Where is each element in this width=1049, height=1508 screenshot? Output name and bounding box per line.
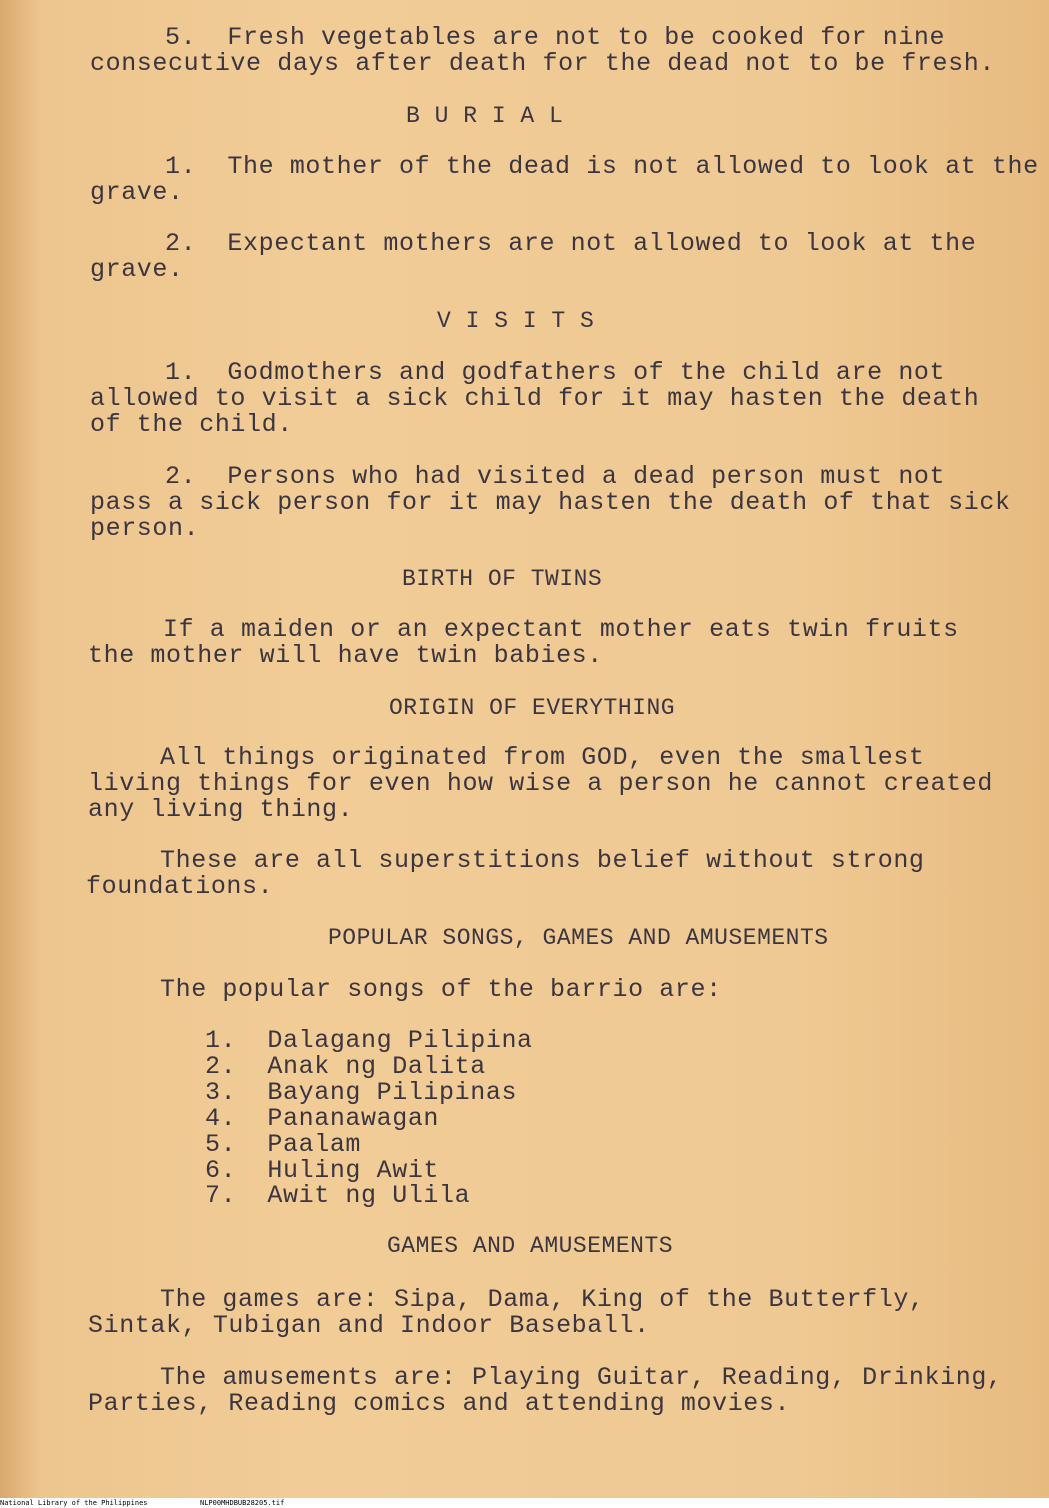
burial-item1-line1: 1. The mother of the dead is not allowed to look at the [165,152,1039,181]
burial-item2-line2: grave. [90,255,184,284]
songs-heading: POPULAR SONGS, GAMES AND AMUSEMENTS [328,925,829,951]
superstitions-line1: These are all superstitions belief without strong [160,846,925,875]
burial-item2-line1: 2. Expectant mothers are not allowed to look at the [165,229,977,258]
footer-library: National Library of the Philippines [0,1499,148,1507]
amusements-line2: Parties, Reading comics and attending movies. [88,1389,791,1418]
song-item: 7. Awit ng Ulila [205,1181,471,1210]
item5-line2: consecutive days after death for the dead not to be fresh. [90,49,995,78]
superstitions-line2: foundations. [86,872,274,901]
twins-heading: BIRTH OF TWINS [402,566,603,592]
song-item: 6. Huling Awit [205,1156,440,1185]
amusements-line1: The amusements are: Playing Guitar, Reading, Drinking, [160,1363,1003,1392]
burial-item1-line2: grave. [90,178,184,207]
visits-item2-line3: person. [90,514,200,543]
item5-line1: 5. Fresh vegetables are not to be cooked for nine [165,23,946,52]
visits-heading: V I S I T S [437,308,595,334]
song-item: 1. Dalagang Pilipina [205,1026,533,1055]
song-item: 5. Paalam [205,1130,362,1159]
scan-footer [0,1498,1049,1508]
origin-line3: any living thing. [88,795,354,824]
song-item: 2. Anak ng Dalita [205,1052,486,1081]
song-item: 4. Pananawagan [205,1104,440,1133]
twins-line2: the mother will have twin babies. [88,641,603,670]
songs-intro: The popular songs of the barrio are: [160,975,722,1004]
song-item: 3. Bayang Pilipinas [205,1078,518,1107]
visits-item1-line2: allowed to visit a sick child for it may hasten the death [90,384,980,413]
origin-line1: All things originated from GOD, even the smallest [160,743,925,772]
visits-item2-line2: pass a sick person for it may hasten the death of that sick [90,488,1011,517]
footer-filename: NLP00MHDBUB28205.tif [200,1499,285,1507]
origin-line2: living things for even how wise a person he cannot created [88,769,993,798]
games-line2: Sintak, Tubigan and Indoor Baseball. [88,1311,650,1340]
visits-item2-line1: 2. Persons who had visited a dead person must not [165,462,946,491]
visits-item1-line1: 1. Godmothers and godfathers of the child are not [165,358,946,387]
twins-line1: If a maiden or an expectant mother eats twin fruits [163,615,959,644]
burial-heading: B U R I A L [406,103,564,129]
games-heading: GAMES AND AMUSEMENTS [387,1233,674,1259]
visits-item1-line3: of the child. [90,410,293,439]
games-line1: The games are: Sipa, Dama, King of the Butterfly, [160,1285,925,1314]
origin-heading: ORIGIN OF EVERYTHING [389,695,676,721]
